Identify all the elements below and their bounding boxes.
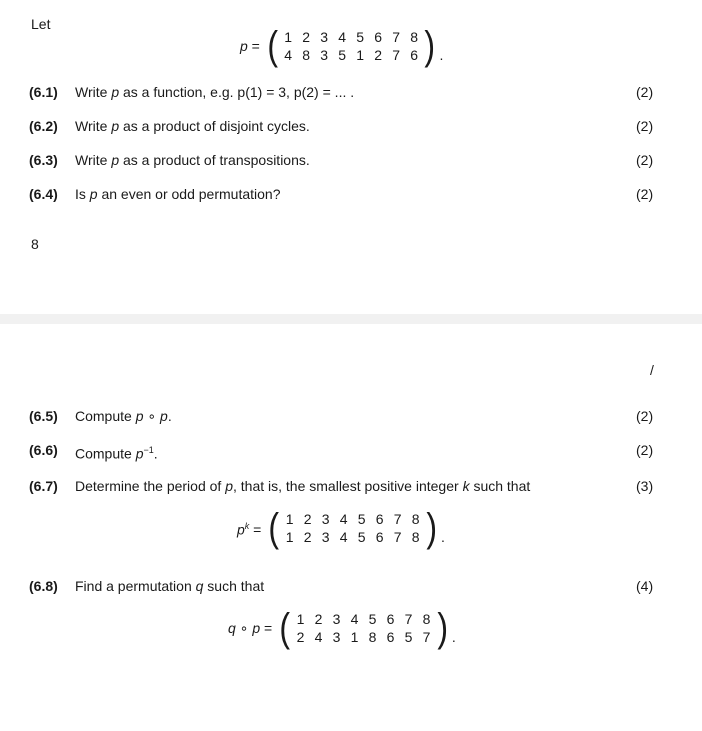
period-mark: . [451,629,456,645]
perm-cell: 6 [410,47,419,63]
period-mark: . [441,529,445,545]
perm-cell: 2 [303,529,312,545]
perm-cell: 8 [410,29,419,45]
question-6-2 [29,116,669,136]
perm-cell: 3 [332,629,341,645]
perm-cell: 7 [392,29,401,45]
left-paren: ( [279,606,291,650]
perm-cell: 3 [321,511,330,527]
perm-cell: 7 [404,611,413,627]
question-points: (2) [636,118,654,134]
perm-cell: 1 [356,47,365,63]
question-6-7 [29,476,669,496]
right-paren: ) [436,606,448,650]
perm-cell: 3 [320,29,329,45]
perm-cell: 2 [302,29,311,45]
question-text: Write p as a product of disjoint cycles. [75,118,310,134]
page-number: 8 [31,236,39,252]
perm-cell: 8 [302,47,311,63]
perm-cell: 7 [392,47,401,63]
perm-cell: 6 [375,511,384,527]
perm-cell: 7 [393,529,402,545]
perm-lhs: q ∘ p = [228,620,273,636]
perm-cell: 1 [284,29,293,45]
perm-cell: 5 [357,529,366,545]
question-points: (2) [636,186,654,202]
perm-cell: 6 [374,29,383,45]
permutation-qp [228,608,456,648]
perm-cell: 5 [356,29,365,45]
question-label: (6.2) [29,118,58,134]
question-label: (6.5) [29,408,58,424]
perm-lhs: $p^k$ = [237,521,262,538]
right-paren: ) [426,506,437,550]
question-points: (2) [636,84,654,100]
question-label: (6.4) [29,186,58,202]
perm-cell: 2 [303,511,312,527]
question-points: (3) [636,478,654,494]
let-label: Let [31,16,51,32]
question-label: (6.3) [29,152,58,168]
perm-cell: 2 [296,629,305,645]
perm-grid [292,610,436,646]
right-paren: ) [424,24,436,68]
question-text: Compute p ∘ p. [75,408,172,424]
perm-cell: 5 [368,611,377,627]
perm-cell: 3 [332,611,341,627]
question-label: (6.6) [29,442,58,458]
perm-cell: 5 [357,511,366,527]
perm-cell: 3 [320,47,329,63]
perm-cell: 5 [404,629,413,645]
question-label: (6.7) [29,478,58,494]
page-marker: / [650,362,654,378]
perm-grid [281,510,425,546]
perm-cell: 2 [314,611,323,627]
question-label: (6.8) [29,578,58,594]
perm-lhs: p = [240,38,260,54]
question-text: Compute $p^{-1}$. [75,445,158,462]
question-points: (2) [636,442,654,458]
perm-cell: 7 [422,629,431,645]
perm-cell: 4 [339,511,348,527]
perm-cell: 3 [321,529,330,545]
question-label: (6.1) [29,84,58,100]
perm-cell: 4 [284,47,293,63]
page-divider [0,314,702,324]
perm-cell: 4 [338,29,347,45]
perm-cell: 1 [285,529,294,545]
perm-cell: 8 [411,511,420,527]
perm-cell: 8 [368,629,377,645]
question-text: Write p as a product of transpositions. [75,152,310,168]
period-mark: . [439,47,444,63]
question-6-6 [29,440,669,460]
question-text: Determine the period of p, that is, the smallest positive integer k such that [75,478,531,494]
question-points: (2) [636,152,654,168]
perm-cell: 4 [314,629,323,645]
perm-cell: 2 [374,47,383,63]
perm-cell: 6 [375,529,384,545]
left-paren: ( [268,506,280,550]
perm-cell: 1 [285,511,294,527]
question-points: (2) [636,408,654,424]
perm-cell: 4 [350,611,359,627]
permutation-p [240,26,443,66]
perm-cell: 8 [411,529,420,545]
question-6-1 [29,82,669,102]
permutation-pk [237,508,445,548]
left-paren: ( [267,24,278,68]
perm-cell: 1 [296,611,305,627]
perm-cell: 6 [386,611,395,627]
question-text: Is p an even or odd permutation? [75,186,281,202]
perm-grid [279,28,423,64]
perm-cell: 1 [350,629,359,645]
perm-cell: 6 [386,629,395,645]
question-6-3 [29,150,669,170]
question-points: (4) [636,578,654,594]
perm-cell: 7 [393,511,402,527]
question-6-4 [29,184,669,204]
perm-cell: 5 [338,47,347,63]
question-text: Find a permutation q such that [75,578,265,594]
question-6-8 [29,576,669,596]
question-text: Write p as a function, e.g. p(1) = 3, p(2) = ... . [75,84,355,100]
perm-cell: 8 [422,611,431,627]
perm-cell: 4 [339,529,348,545]
question-6-5 [29,406,669,426]
